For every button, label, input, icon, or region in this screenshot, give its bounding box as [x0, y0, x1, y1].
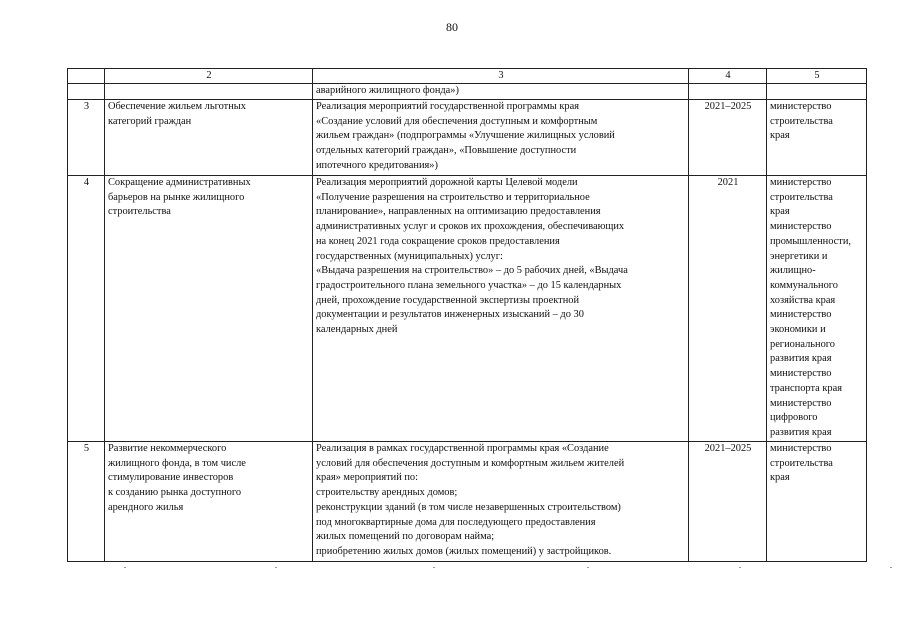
table-row [68, 442, 867, 562]
cell-responsible [767, 84, 867, 100]
cell-num [68, 84, 105, 100]
cell-title: Развитие некоммерческого жилищного фонда, в том числе стимулирование инвесторов к созданию рынка доступного арендного жилья [105, 442, 313, 562]
page-number: 80 [446, 20, 458, 34]
cell-num: 5 [68, 442, 105, 562]
scan-artifact [739, 567, 741, 568]
scan-artifact [124, 567, 126, 568]
cell-responsible: министерство строительства края министерство промышленности, энергетики и жилищно- коммунального хозяйства края министерство экономики и регионального развития края министерство транспорта края министерство цифрового развития края [767, 176, 867, 442]
header-cell-responsible: 5 [767, 69, 867, 84]
table-header-row [68, 69, 867, 84]
cell-responsible: министерство строительства края [767, 442, 867, 562]
table-row [68, 176, 867, 442]
header-cell-description: 3 [313, 69, 689, 84]
cell-period: 2021 [689, 176, 767, 442]
cell-title: Сокращение административных барьеров на рынке жилищного строительства [105, 176, 313, 442]
document-table [67, 68, 867, 562]
cell-num: 4 [68, 176, 105, 442]
cell-description: Реализация мероприятий дорожной карты Целевой модели «Получение разрешения на строительство и территориальное планирование», направленных на оптимизацию предоставления административных услуг и сроков их прохождения, обеспечивающих на конец 2021 года сокращение сроков предоставления государственных (муниципальных) услуг: «Выдача разрешения на строительство» – до 5 рабочих дней, «Выдача градостроительного плана земельного участка» – до 15 календарных дней, прохождение государственной экспертизы проектной документации и результатов инженерных изысканий – до 30 календарных дней [313, 176, 689, 442]
scan-artifact [433, 567, 435, 568]
cell-period [689, 84, 767, 100]
header-cell-num [68, 69, 105, 84]
cell-description: аварийного жилищного фонда») [313, 84, 689, 100]
scan-artifact [587, 567, 589, 568]
cell-period: 2021–2025 [689, 100, 767, 176]
scan-artifact [890, 567, 892, 568]
cell-title [105, 84, 313, 100]
cell-title: Обеспечение жильем льготных категорий граждан [105, 100, 313, 176]
cell-description: Реализация мероприятий государственной программы края «Создание условий для обеспечения доступным и комфортным жильем граждан» (подпрограммы «Улучшение жилищных условий отдельных категорий граждан», «Повышение доступности ипотечного кредитования») [313, 100, 689, 176]
table-row-continuation [68, 84, 867, 100]
scan-artifact [275, 567, 277, 568]
cell-responsible: министерство строительства края [767, 100, 867, 176]
table-row [68, 100, 867, 176]
cell-description: Реализация в рамках государственной программы края «Создание условий для обеспечения доступным и комфортным жильем жителей края» мероприятий по: строительству арендных домов; реконструкции зданий (в том числе незавершенных строительством) под многоквартирные дома для последующего предоставления жилых помещений по договорам найма; приобретению жилых домов (жилых помещений) у застройщиков. [313, 442, 689, 562]
header-cell-title: 2 [105, 69, 313, 84]
cell-period: 2021–2025 [689, 442, 767, 562]
header-cell-period: 4 [689, 69, 767, 84]
cell-num: 3 [68, 100, 105, 176]
